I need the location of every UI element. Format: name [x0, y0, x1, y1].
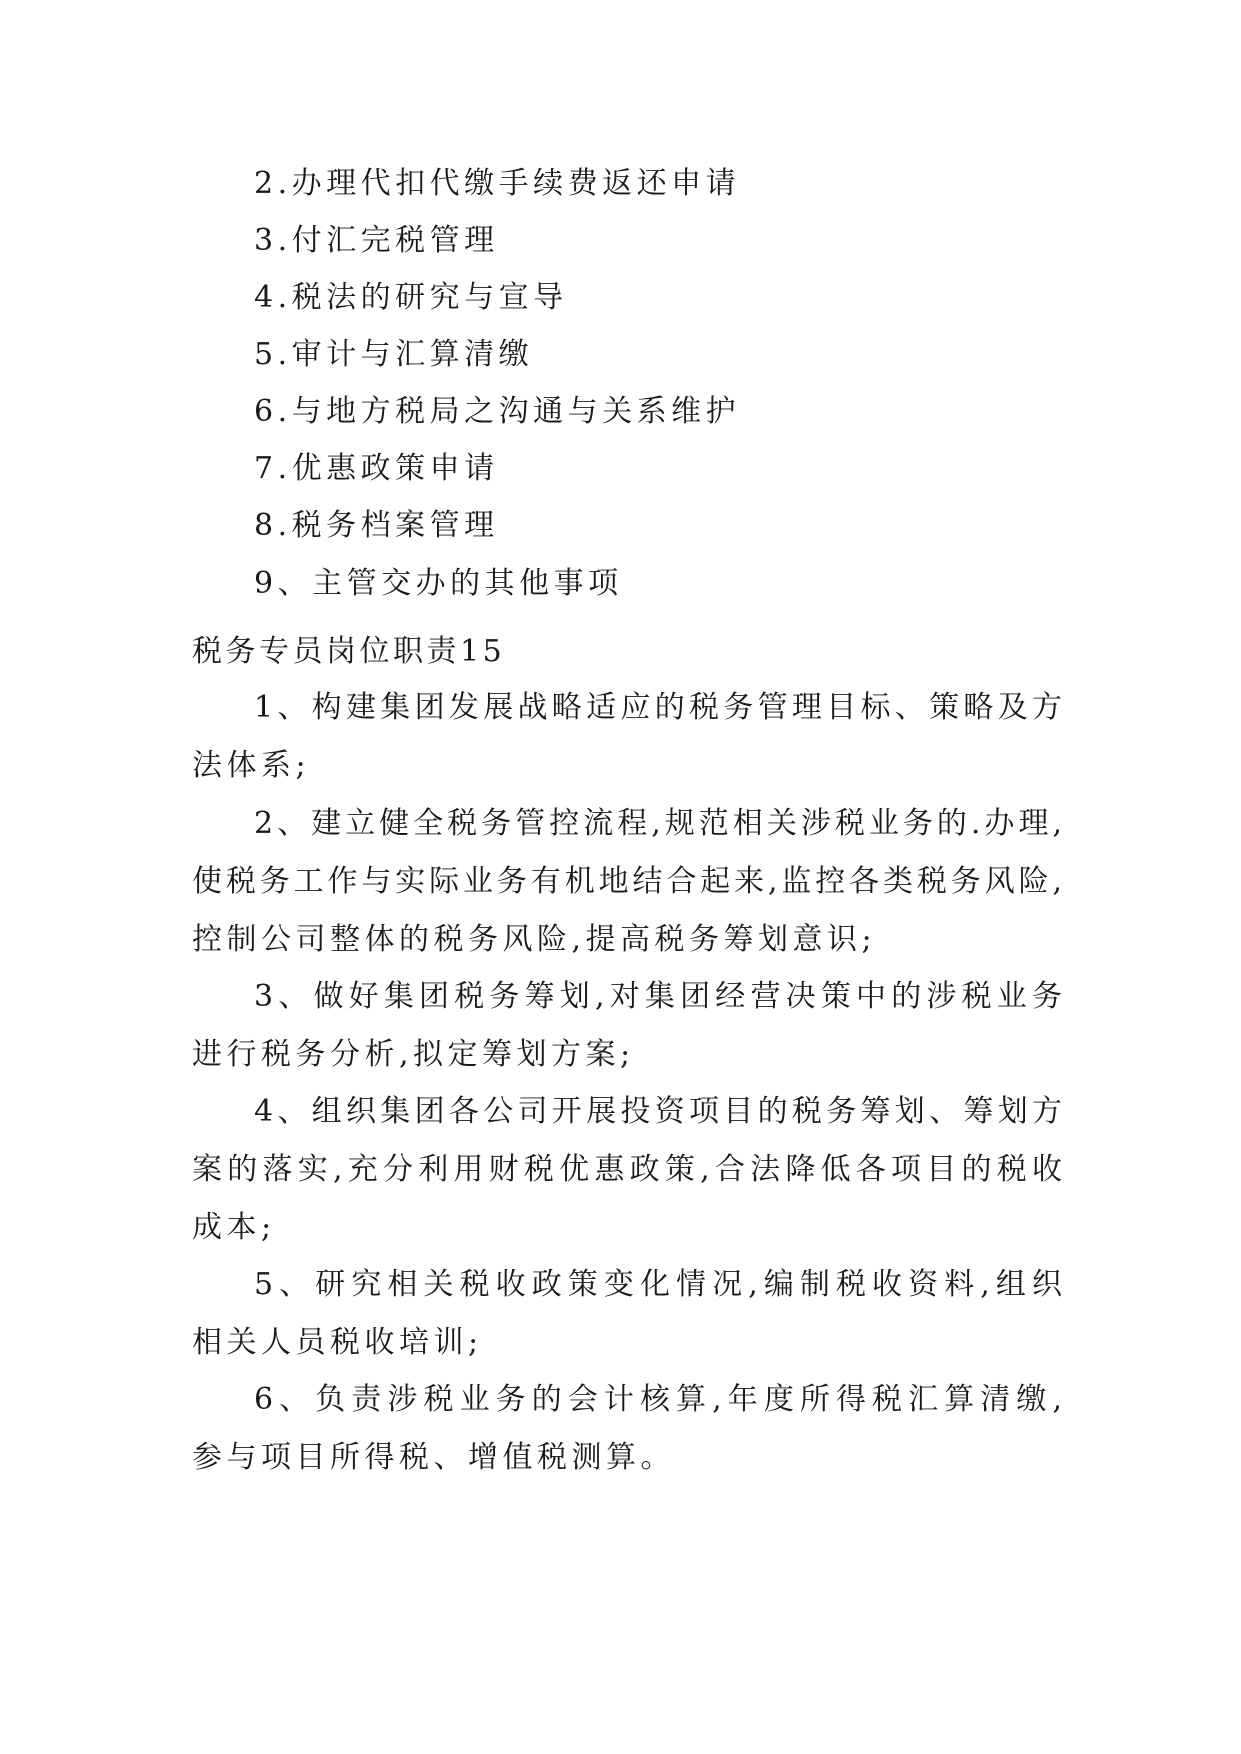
- paragraph-line: 法体系;: [192, 748, 311, 783]
- section-heading: 税务专员岗位职责15: [192, 634, 506, 669]
- paragraph-line: 3、做好集团税务筹划,对集团经营决策中的涉税业务: [254, 979, 1062, 1014]
- duty-paragraph-2: [192, 795, 1062, 969]
- paragraph-line: 参与项目所得税、增值税测算。: [192, 1440, 675, 1475]
- paragraph-line: 案的落实,充分利用财税优惠政策,合法降低各项目的税收: [192, 1152, 1062, 1187]
- list-item-5: 5.审计与汇算清缴: [254, 337, 534, 372]
- paragraph-line: 4、组织集团各公司开展投资项目的税务筹划、筹划方: [254, 1094, 1062, 1129]
- paragraph-line: 6、负责涉税业务的会计核算,年度所得税汇算清缴,: [254, 1382, 1062, 1417]
- paragraph-line: 5、研究相关税收政策变化情况,编制税收资料,组织: [254, 1267, 1062, 1302]
- duty-paragraph-5: [192, 1256, 1062, 1372]
- paragraph-line: 使税务工作与实际业务有机地结合起来,监控各类税务风险,: [192, 864, 1062, 899]
- paragraph-line: 进行税务分析,拟定筹划方案;: [192, 1037, 635, 1072]
- paragraph-line: 1、构建集团发展战略适应的税务管理目标、策略及方: [254, 690, 1062, 725]
- list-item-7: 7.优惠政策申请: [254, 451, 499, 486]
- list-item-2: 2.办理代扣代缴手续费返还申请: [254, 166, 741, 201]
- paragraph-line: 控制公司整体的税务风险,提高税务筹划意识;: [192, 922, 877, 957]
- list-item-8: 8.税务档案管理: [254, 508, 499, 543]
- list-item-6: 6.与地方税局之沟通与关系维护: [254, 394, 741, 429]
- paragraph-line: 2、建立健全税务管控流程,规范相关涉税业务的.办理,: [254, 806, 1062, 841]
- paragraph-line: 成本;: [192, 1210, 276, 1245]
- duty-paragraph-1: [192, 679, 1062, 795]
- duty-paragraph-6: [192, 1371, 1062, 1487]
- list-item-9: 9、主管交办的其他事项: [254, 566, 623, 601]
- list-item-3: 3.付汇完税管理: [254, 223, 499, 258]
- paragraph-line: 相关人员税收培训;: [192, 1325, 483, 1360]
- duty-paragraph-3: [192, 968, 1062, 1084]
- duty-paragraph-4: [192, 1083, 1062, 1257]
- list-item-4: 4.税法的研究与宣导: [254, 280, 568, 315]
